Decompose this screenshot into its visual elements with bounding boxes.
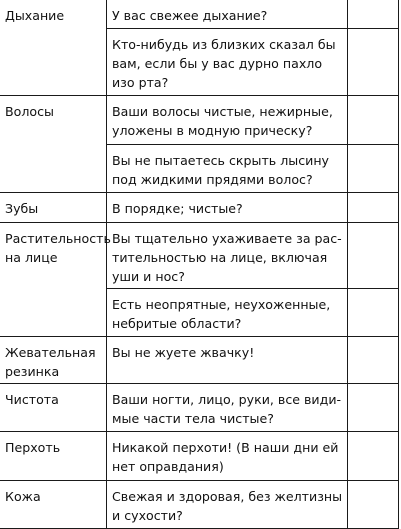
table-row [0,223,399,289]
answer-cell [348,384,399,432]
question-cell [107,223,348,289]
category-label [0,96,106,121]
category-cell-teeth [0,193,107,223]
text-line: под жидкими прядями волос? [112,172,313,187]
text-line: Перхоть [5,440,61,455]
text-line: уши и нос? [112,269,185,284]
category-label [0,0,106,25]
text-line: Чистота [5,392,59,407]
category-cell-chewing-gum [0,337,107,384]
table-row [0,384,399,432]
answer-cell [348,432,399,481]
answer-cell [348,0,399,29]
question-cell [107,193,348,223]
question-text [107,481,347,525]
text-line: Вы не жуете жвачку! [112,345,255,360]
question-text [107,289,347,333]
category-label [0,193,106,218]
answer-cell [348,337,399,384]
text-line: Волосы [5,104,54,119]
question-text [107,337,347,362]
category-label [0,432,106,457]
table-row [0,193,399,223]
question-cell [107,432,348,481]
question-cell [107,145,348,193]
question-text [107,96,347,140]
question-cell [107,384,348,432]
question-cell [107,337,348,384]
question-text [107,223,347,286]
text-line: Ваши ногти, лицо, руки, все види- [112,392,342,407]
question-cell [107,29,348,96]
category-label [0,223,111,267]
text-line: Зубы [5,201,39,216]
question-text [107,384,347,428]
question-text [107,145,347,189]
table-row [0,337,399,384]
category-cell-cleanliness [0,384,107,432]
question-text [107,432,347,476]
category-cell-breath [0,0,107,96]
answer-cell [348,145,399,193]
category-label [0,384,106,409]
question-cell [107,289,348,337]
text-line: на лице [5,250,58,265]
category-label [0,481,106,506]
text-line: Кожа [5,489,41,504]
text-line: Никакой перхоти! (В наши дни ей [112,440,339,455]
text-line: Вы не пытаетесь скрыть лысину [112,153,330,168]
table-row [0,481,399,529]
text-line: Растительность [5,231,111,246]
text-line: Кто-нибудь из близких сказал бы [112,37,336,52]
text-line: тительностью на лице, включая [112,250,328,265]
answer-cell [348,96,399,145]
text-line: Вы тщательно ухаживаете за рас- [112,231,342,246]
question-text [107,29,347,92]
answer-cell [348,223,399,289]
question-cell [107,96,348,145]
text-line: Свежая и здоровая, без желтизны [112,489,343,504]
answer-cell [348,481,399,529]
question-cell [107,0,348,29]
text-line: вам, если бы у вас дурно пахло [112,56,323,71]
text-line: небритые области? [112,316,242,331]
category-cell-facial-hair [0,223,111,337]
category-cell-hair [0,96,107,193]
text-line: В порядке; чистые? [112,201,243,216]
table-row [0,0,399,29]
category-cell-dandruff [0,432,107,481]
text-line: и сухости? [112,508,183,523]
table-row [0,432,399,481]
text-line: изо рта? [112,75,169,90]
question-text [107,193,347,218]
text-line: мые части тела чистые? [112,411,274,426]
question-text [107,0,347,25]
category-cell-skin [0,481,107,529]
answer-cell [348,193,399,223]
text-line: Жевательная [5,345,96,360]
text-line: резинка [5,364,60,379]
text-line: Дыхание [5,8,65,23]
answer-cell [348,289,399,337]
table-row [0,96,399,145]
text-line: Ваши волосы чистые, нежирные, [112,104,333,119]
answer-cell [348,29,399,96]
text-line: Есть неопрятные, неухоженные, [112,297,331,312]
question-cell [107,481,348,529]
text-line: У вас свежее дыхание? [112,8,268,23]
text-line: нет оправдания) [112,459,224,474]
category-label [0,337,106,381]
text-line: уложены в модную прическу? [112,123,313,138]
